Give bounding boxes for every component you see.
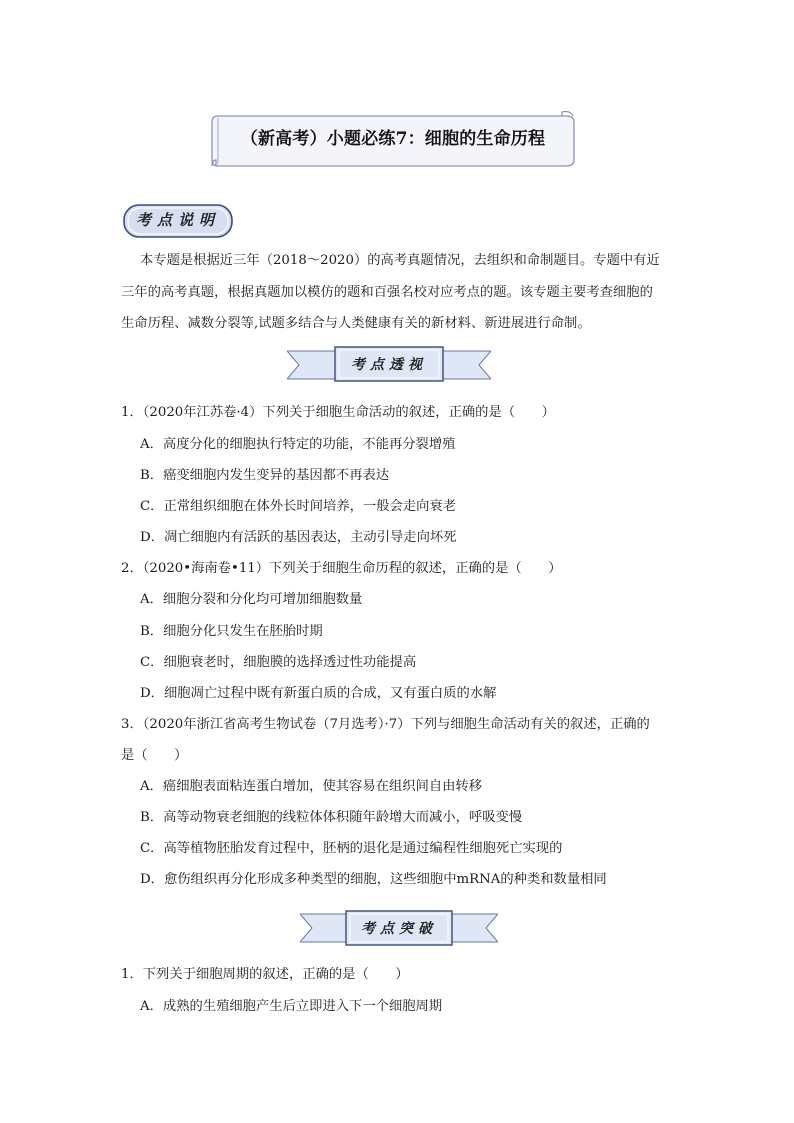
question-option: C．细胞衰老时，细胞膜的选择透过性功能提高 xyxy=(140,655,417,670)
section-badge-label: 考点说明 xyxy=(135,211,220,229)
intro-paragraph xyxy=(121,245,681,340)
question-option: B．细胞分化只发生在胚胎时期 xyxy=(140,624,323,639)
question-stem: 2．（2020•海南卷•11）下列关于细胞生命历程的叙述，正确的是（ ） xyxy=(121,561,562,576)
intro-line: 生命历程、减数分裂等,试题多结合与人类健康有关的新材料、新进展进行命制。 xyxy=(121,316,591,331)
question-option: A．高度分化的细胞执行特定的功能，不能再分裂增殖 xyxy=(140,437,456,452)
question-option: D．凋亡细胞内有活跃的基因表达，主动引导走向坏死 xyxy=(140,530,457,545)
section-badge-intro xyxy=(122,203,234,239)
section-ribbon-label: 考点透视 xyxy=(351,357,427,373)
question-stem: 3．（2020年浙江省高考生物试卷（7月选考）·7）下列与细胞生命活动有关的叙述，正确的 xyxy=(121,717,650,732)
page-title: （新高考）小题必练7：细胞的生命历程 xyxy=(240,129,546,149)
intro-line: 本专题是根据近三年（2018～2020）的高考真题情况，去组织和命制题目。专题中有近 xyxy=(140,253,660,268)
question-option: D．愈伤组织再分化形成多种类型的细胞，这些细胞中mRNA的种类和数量相同 xyxy=(140,872,607,887)
question-option: A．细胞分裂和分化均可增加细胞数量 xyxy=(140,592,363,607)
intro-line: 三年的高考真题，根据真题加以模仿的题和百强名校对应考点的题。该专题主要考查细胞的 xyxy=(121,284,653,300)
question-option: A．成熟的生殖细胞产生后立即进入下一个细胞周期 xyxy=(140,999,443,1014)
question-stem-continued: 是（ ） xyxy=(121,748,188,763)
question-option: D．细胞凋亡过程中既有新蛋白质的合成，又有蛋白质的水解 xyxy=(140,686,497,701)
question-stem: 1．（2020年江苏卷·4）下列关于细胞生命活动的叙述，正确的是（ ） xyxy=(121,405,555,420)
question-stem: 1．下列关于细胞周期的叙述，正确的是（ ） xyxy=(121,967,409,982)
section-ribbon-breakthrough xyxy=(300,908,498,948)
section-ribbon-perspective xyxy=(287,345,491,383)
section-ribbon-label: 考点突破 xyxy=(361,921,437,937)
question-option: B．高等动物衰老细胞的线粒体体积随年龄增大而减小，呼吸变慢 xyxy=(140,810,523,825)
question-option: B．癌变细胞内发生变异的基因都不再表达 xyxy=(140,468,390,483)
question-option: C．正常组织细胞在体外长时间培养，一般会走向衰老 xyxy=(140,499,457,514)
question-option: C．高等植物胚胎发育过程中，胚柄的退化是通过编程性细胞死亡实现的 xyxy=(140,841,563,856)
question-option: A．癌细胞表面粘连蛋白增加，使其容易在组织间自由转移 xyxy=(140,779,483,794)
title-banner xyxy=(210,110,576,168)
